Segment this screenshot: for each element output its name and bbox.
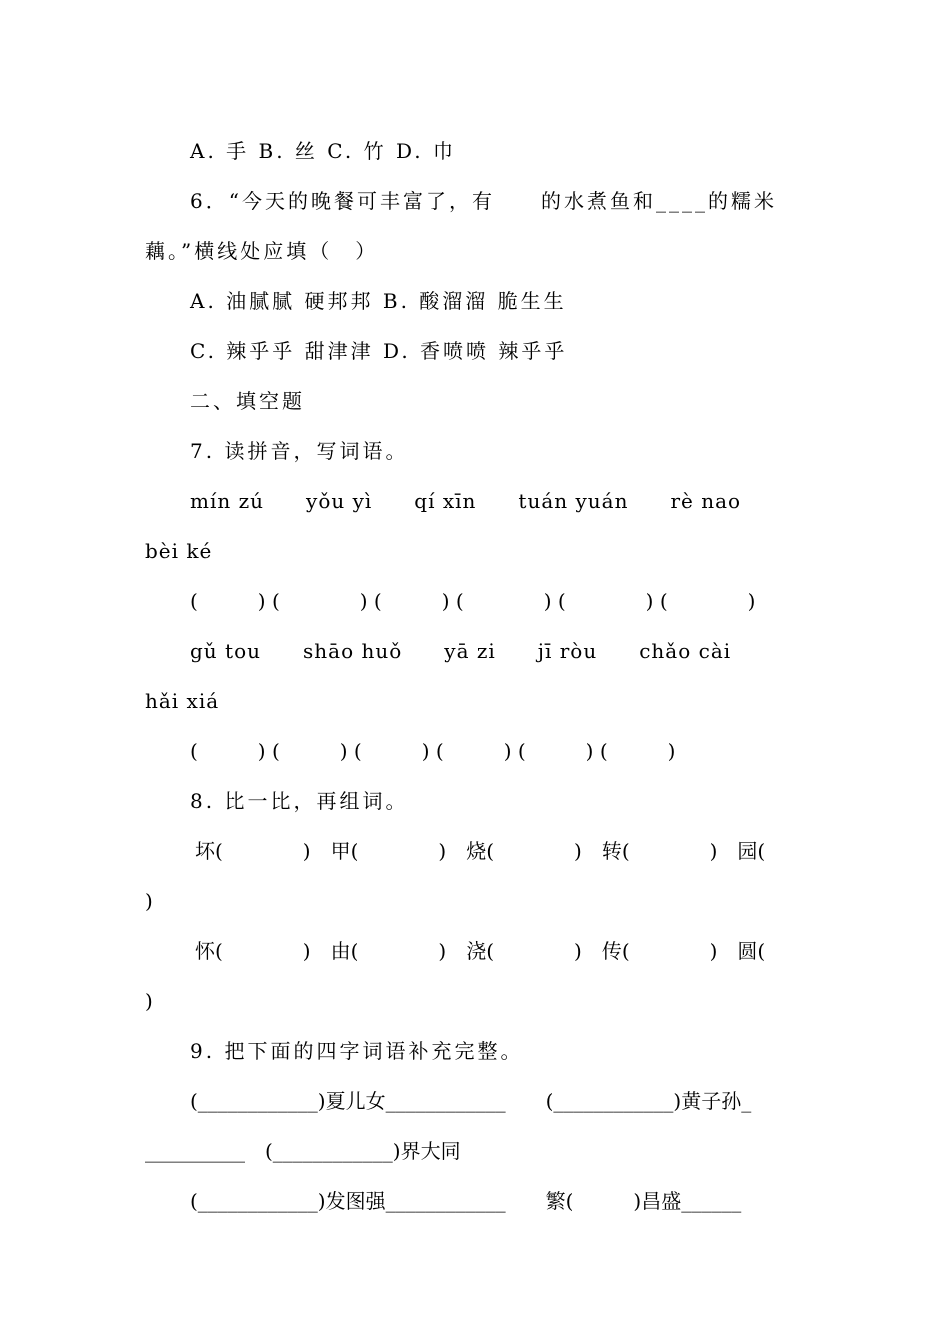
q7-blanks-row1: ( ) ( ) ( ) ( ) ( ) ( ) <box>190 589 756 613</box>
q6-question-line1: 6．“今天的晚餐可丰富了，有 的水煮鱼和____的糯米 <box>190 189 777 213</box>
q7-blanks-row2: ( ) ( ) ( ) ( ) ( ) ( ) <box>190 739 676 763</box>
q9-line1: (____________)夏儿女____________ (____________)黄子孙_ <box>190 1089 752 1113</box>
q9-line3: (____________)发图强____________ 繁( )昌盛______ <box>190 1189 742 1213</box>
q7-pinyin-row1-line1: mín zú yǒu yì qí xīn tuán yuán rè nao <box>190 489 742 513</box>
q9-line2: __________ (____________)界大同 <box>145 1139 461 1163</box>
q8-row1-line1: 坏( ) 甲( ) 烧( ) 转( ) 园( <box>195 839 766 863</box>
q7-pinyin-row2-line1: gǔ tou shāo huǒ yā zi jī ròu chǎo cài <box>190 639 732 663</box>
q8-row1-line2: ) <box>145 889 153 913</box>
q9-title: 9. 把下面的四字词语补充完整。 <box>190 1039 524 1063</box>
q7-pinyin-row2-line2: hǎi xiá <box>145 689 220 713</box>
q7-pinyin-row1-line2: bèi ké <box>145 539 213 563</box>
q6-options-cd: C. 辣乎乎 甜津津 D. 香喷喷 辣乎乎 <box>190 339 568 363</box>
section-title: 二、填空题 <box>190 389 305 413</box>
q5-options: A. 手 B. 丝 C. 竹 D. 巾 <box>190 139 456 163</box>
q8-row2-line2: ) <box>145 989 153 1013</box>
q8-title: 8. 比一比，再组词。 <box>190 789 409 813</box>
q6-question-line2: 藕。”横线处应填（ ） <box>145 239 379 263</box>
q7-title: 7. 读拼音，写词语。 <box>190 439 409 463</box>
q6-options-ab: A. 油腻腻 硬邦邦 B. 酸溜溜 脆生生 <box>190 289 567 313</box>
q8-row2-line1: 怀( ) 由( ) 浇( ) 传( ) 圆( <box>195 939 766 963</box>
